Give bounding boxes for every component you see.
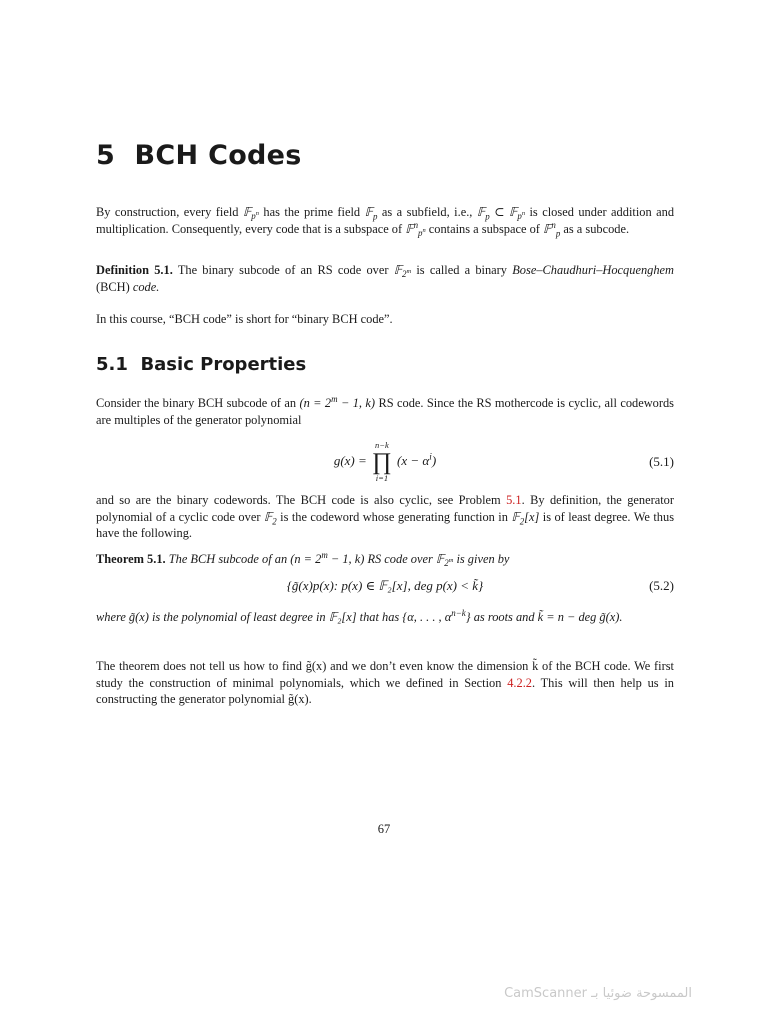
- definition-label: Definition 5.1.: [96, 263, 173, 277]
- definition-5-1: Definition 5.1. The binary subcode of an RS code over 𝔽$_{2^m}$ is called a binary Bose–Chaudhuri–Hocquenghem (BCH) code.: [96, 263, 674, 294]
- page-number: 67: [377, 822, 391, 836]
- after-equation-paragraph: and so are the binary codewords. The BCH code is also cyclic, see Problem 5.1. By definition, the generator polynomial of a cyclic code over 𝔽$_2$ is the codeword whose generating function in 𝔽$_2$[x] is of least degree. We thus have the following.: [96, 493, 675, 540]
- equation-number: (5.1): [649, 454, 674, 469]
- equation-5-1: g(x) = n−k ∏ i=1 $(x - \alpha^i)$ (5.1): [333, 440, 674, 483]
- section-number: 5.1: [96, 354, 128, 375]
- chapter-number: 5: [96, 140, 116, 171]
- scanner-watermark: CamScanner الممسوحة ضوئيا بـ: [504, 986, 692, 1001]
- theorem-5-1: Theorem 5.1. The BCH subcode of an ($n = 2^m - 1$, k) RS code over 𝔽$_{2^m}$ is given by: [96, 549, 510, 569]
- chapter-title: BCH Codes: [134, 140, 302, 171]
- section-link[interactable]: 4.2.2: [507, 675, 532, 690]
- properties-paragraph: Consider the binary BCH subcode of an ($n = 2^m - 1$, k) RS code. Since the RS mothercode is cyclic, all codewords are multiples of the generator polynomial: [96, 393, 675, 427]
- product-symbol: n−k ∏ i=1: [372, 440, 392, 483]
- section-title: Basic Properties: [140, 354, 307, 375]
- closing-paragraph: The theorem does not tell us how to find g̃(x) and we don’t even know the dimension k̃ of the BCH code. We first study the construction of minimal polynomials, which we defined in Section 4.2.2. This will then help us in constructing the generator polynomial g̃(x).: [96, 659, 675, 706]
- chapter-heading: [96, 140, 302, 171]
- problem-link[interactable]: 5.1: [506, 493, 522, 507]
- theorem-label: Theorem 5.1.: [96, 552, 166, 566]
- equation-5-2: {g̃(x)p(x): p(x) ∈ 𝔽₂[x], deg p(x) < k̃} (5.2): [286, 578, 674, 593]
- theorem-continuation: where g̃(x) is the polynomial of least degree in 𝔽₂[x] that has {α, . . . , $\alpha^{n-k}$} as roots and k̃ = n − deg g̃(x).: [96, 607, 623, 624]
- equation-number: (5.2): [649, 578, 674, 593]
- course-note: In this course, “BCH code” is short for “binary BCH code”.: [96, 312, 393, 326]
- intro-paragraph: By construction, every field 𝔽$_{p^n}$ has the prime field 𝔽$_p$ as a subfield, i.e., 𝔽$_p$ ⊂ 𝔽$_{p^n}$ is closed under addition and multiplication. Consequently, every code that is a subspace of 𝔽$^n_{p^n}$ contains a subspace of 𝔽$^n_p$ as a subcode.: [96, 205, 675, 238]
- section-heading: [96, 354, 306, 375]
